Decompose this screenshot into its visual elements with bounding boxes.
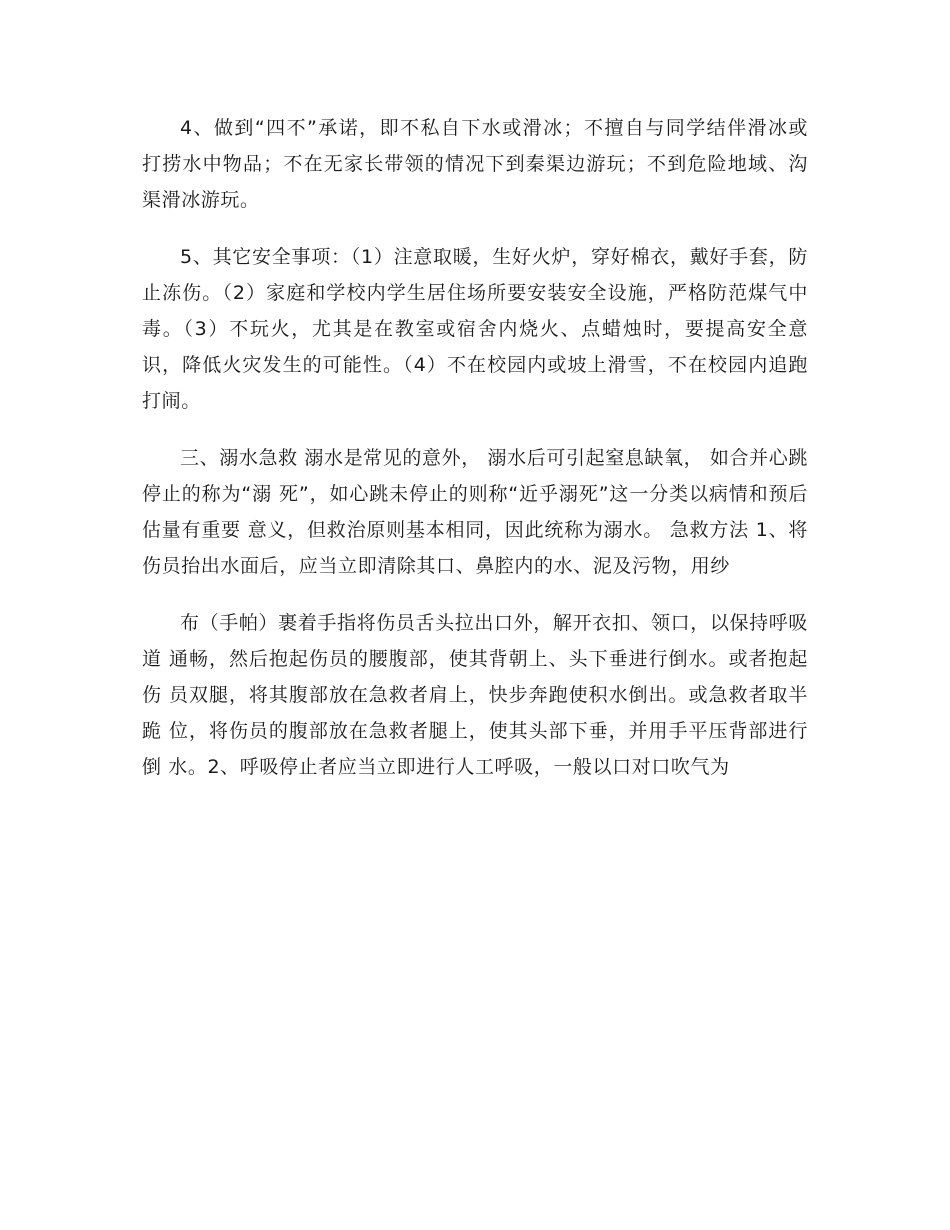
paragraph-drowning-method: 布（手帕）裹着手指将伤员舌头拉出口外，解开衣扣、领口，以保持呼吸道 通畅，然后抱起伤员的腰腹部，使其背朝上、头下垂进行倒水。或者抱起伤 员双腿，将其腹部放在急救者肩上，快步奔跑使积水倒出。或急救者取半跪 位，将伤员的腹部放在急救者腿上，使其头部下垂，并用手平压背部进行倒 水。2、呼吸停止者应当立即进行人工呼吸，一般以口对口吹气为	[142, 612, 808, 778]
paragraph-drowning-first-aid: 三、溺水急救 溺水是常见的意外， 溺水后可引起窒息缺氧， 如合并心跳停止的称为“溺 死”，如心跳未停止的则称“近乎溺死”这一分类以病情和预后估量有重要 意义，但救治原则基本相同，因此统称为溺水。 急救方法 1、将伤员抬出水面后，应当立即清除其口、鼻腔内的水、泥及污物，用纱	[142, 447, 808, 577]
document-body	[142, 110, 808, 806]
paragraph-other-safety: 5、其它安全事项：（1）注意取暖，生好火炉，穿好棉衣，戴好手套，防止冻伤。（2）家庭和学校内学生居住场所要安装安全设施，严格防范煤气中毒。（3）不玩火，尤其是在教室或宿舍内烧火、点蜡烛时，要提高安全意识，降低火灾发生的可能性。（4）不在校园内或坡上滑雪，不在校园内追跑打闹。	[142, 246, 808, 412]
paragraph-safety-promise: 4、做到“四不”承诺，即不私自下水或滑冰；不擅自与同学结伴滑冰或 打捞水中物品；不在无家长带领的情况下到秦渠边游玩；不到危险地域、沟 渠滑冰游玩。	[142, 117, 808, 211]
